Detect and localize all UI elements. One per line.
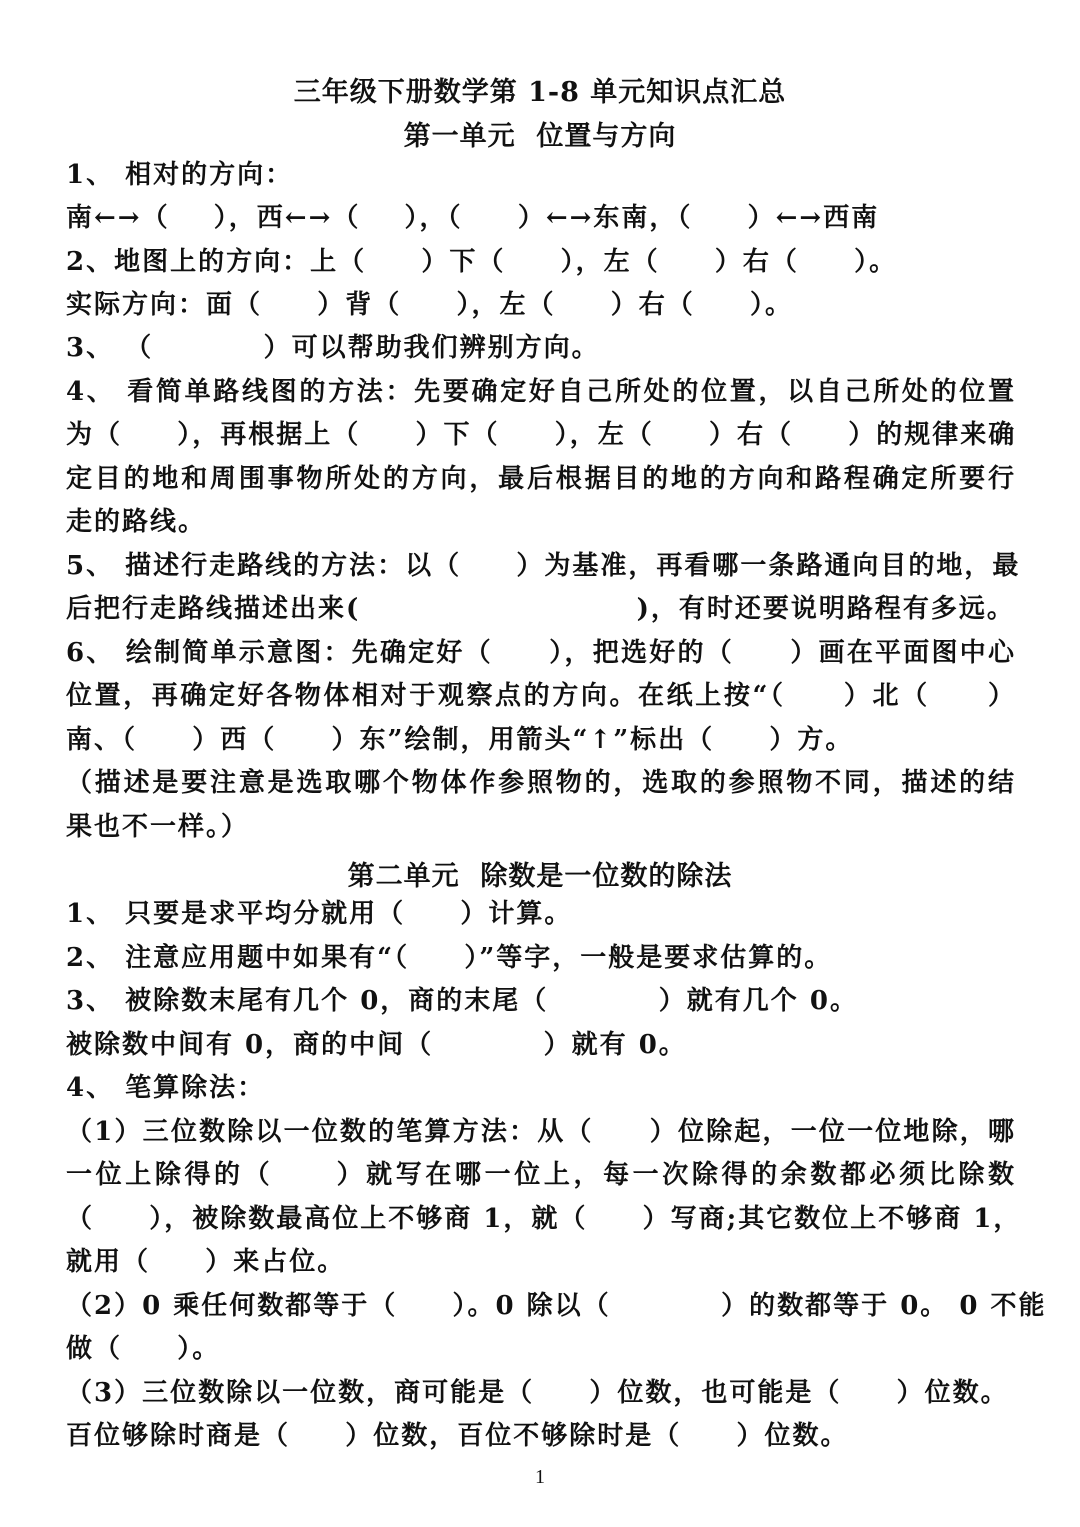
unit1-line-4: 实际方向：面（ ）背（ ），左（ ）右（ ）。 <box>66 290 794 320</box>
unit1-line-15: （描述是要注意是选取哪个物体作参照物的，选取的参照物不同，描述的结 <box>66 768 1016 798</box>
unit1-line-13: 位置，再确定好各物体相对于观察点的方向。在纸上按“（ ）北（ ） <box>66 681 1016 711</box>
unit2-line-10: （2）0 乘任何数都等于（ ）。0 除以（ ）的数都等于 0。 0 不能 <box>66 1291 1047 1321</box>
unit2-line-8: （ ），被除数最高位上不够商 1，就（ ）写商;其它数位上不够商 1， <box>66 1204 1022 1234</box>
unit1-line-8: 定目的地和周围事物所处的方向，最后根据目的地的方向和路程确定所要行 <box>66 464 1016 494</box>
unit2-line-9: 就用（ ）来占位。 <box>66 1247 346 1277</box>
unit1-line-2: 南←→（ ），西←→（ ），（ ）←→东南，（ ）←→西南 <box>66 203 880 233</box>
unit1-line-3: 2、地图上的方向：上（ ）下（ ），左（ ）右（ ）。 <box>66 247 898 277</box>
unit1-line-14: 南、（ ）西（ ）东”绘制，用箭头“↑”标出（ ）方。 <box>66 725 854 755</box>
unit1-line-1: 1、 相对的方向： <box>66 160 294 190</box>
unit1-line-5: 3、 （ ）可以帮助我们辨别方向。 <box>66 333 600 363</box>
unit1-line-12: 6、 绘制简单示意图：先确定好（ ），把选好的（ ）画在平面图中心 <box>66 638 1016 668</box>
unit2-line-1: 1、 只要是求平均分就用（ ）计算。 <box>66 899 573 929</box>
unit2-line-7: 一位上除得的（ ）就写在哪一位上，每一次除得的余数都必须比除数 <box>66 1160 1016 1190</box>
unit2-line-4: 被除数中间有 0，商的中间（ ）就有 0。 <box>66 1030 687 1060</box>
unit1-line-9: 走的路线。 <box>66 507 207 537</box>
unit2-line-11: 做（ ）。 <box>66 1334 221 1364</box>
unit1-line-11: 后把行走路线描述出来( )，有时还要说明路程有多远。 <box>66 594 1015 624</box>
unit1-line-16: 果也不一样。） <box>66 812 250 842</box>
page-number: 1 <box>535 1466 545 1488</box>
unit1-line-7: 为（ ），再根据上（ ）下（ ），左（ ）右（ ）的规律来确 <box>66 420 1017 450</box>
unit2-line-3: 3、 被除数末尾有几个 0，商的末尾（ ）就有几个 0。 <box>66 986 858 1016</box>
unit2-line-2: 2、 注意应用题中如果有“（ ）”等字，一般是要求估算的。 <box>66 943 833 973</box>
unit1-line-6: 4、 看简单路线图的方法：先要确定好自己所处的位置，以自己所处的位置 <box>66 377 1016 407</box>
unit2-line-6: （1）三位数除以一位数的笔算方法：从（ ）位除起，一位一位地除，哪 <box>66 1117 1016 1147</box>
unit2-line-13: 百位够除时商是（ ）位数，百位不够除时是（ ）位数。 <box>66 1421 849 1451</box>
unit1-heading: 第一单元 位置与方向 <box>403 121 677 152</box>
document-title: 三年级下册数学第 1-8 单元知识点汇总 <box>293 77 787 108</box>
unit2-line-5: 4、 笔算除法： <box>66 1073 266 1103</box>
unit2-heading: 第二单元 除数是一位数的除法 <box>347 861 733 892</box>
unit1-line-10: 5、 描述行走路线的方法：以（ ）为基准，再看哪一条路通向目的地，最 <box>66 551 1021 581</box>
unit2-line-12: （3）三位数除以一位数，商可能是（ ）位数，也可能是（ ）位数。 <box>66 1378 1009 1408</box>
